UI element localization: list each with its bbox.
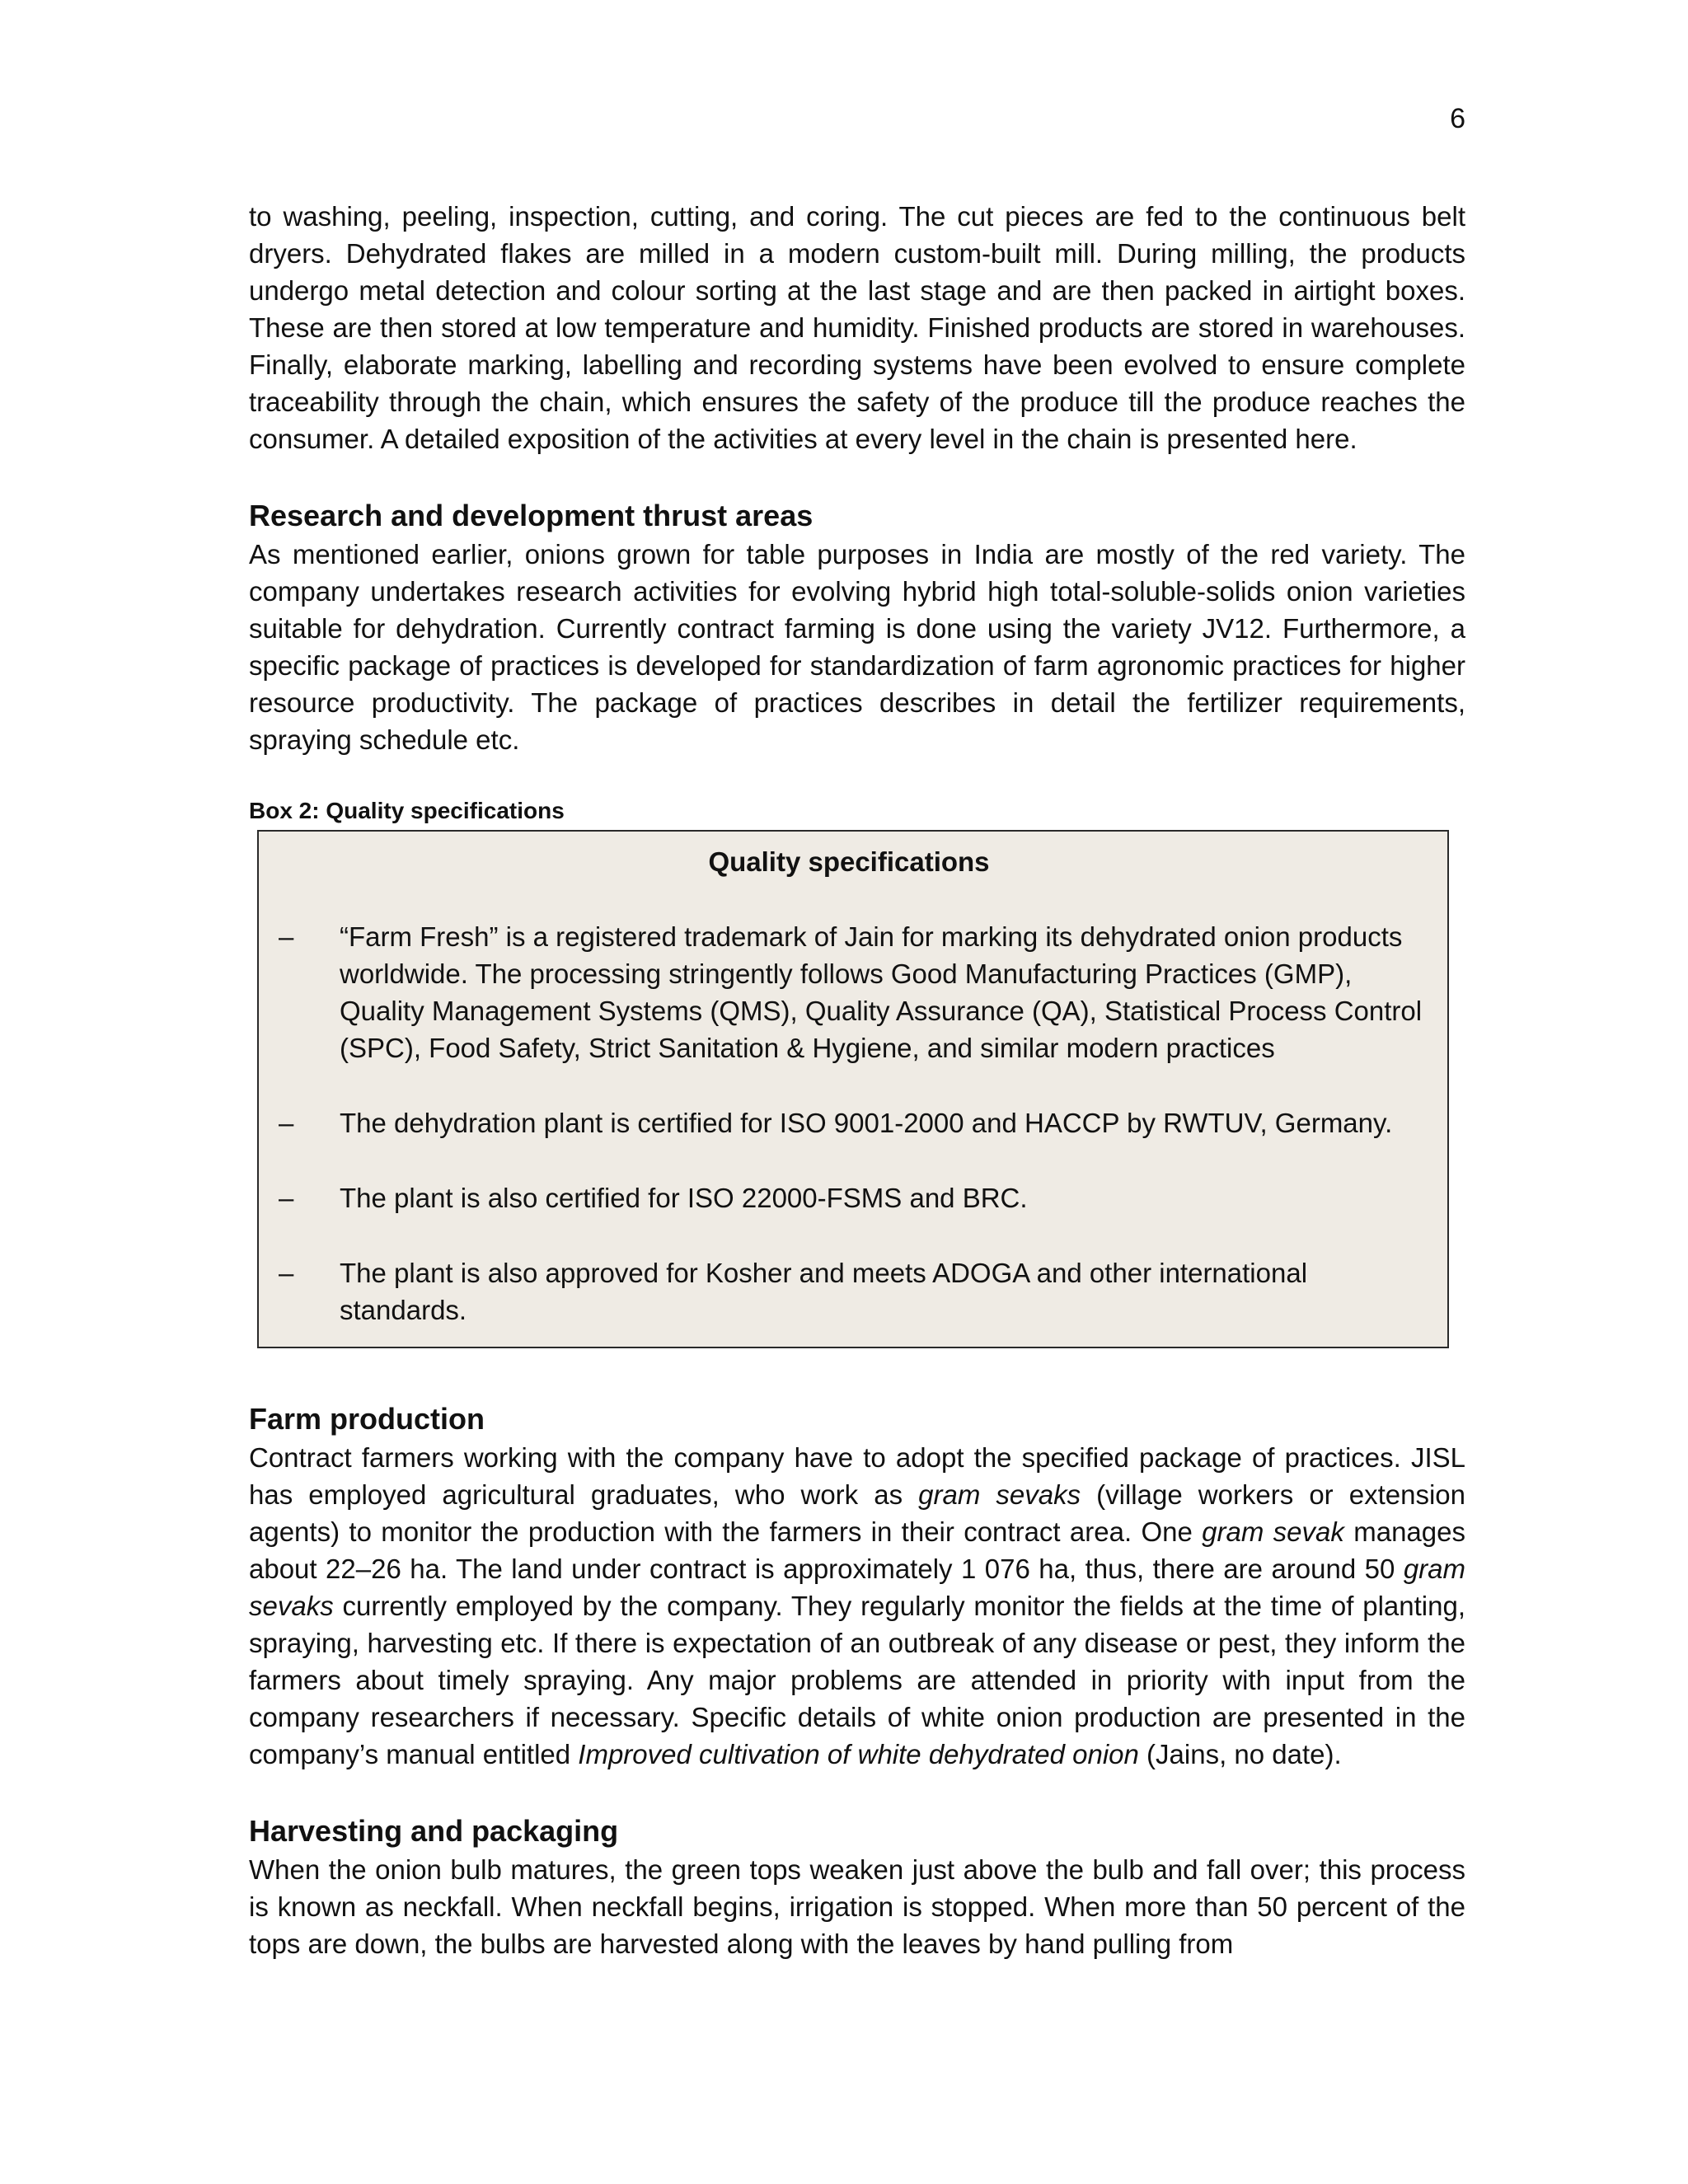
list-item — [275, 1104, 1423, 1141]
research-paragraph: As mentioned earlier, onions grown for table purposes in India are mostly of the red variety. The company undertakes research activities for evolving hybrid high total-soluble-solids onion varieties suitable for dehydration. Currently contract farming is done using the variety JV12. Furthermore, a specific package of practices is developed for standardization of farm agronomic practices for higher resource productivity. The package of practices describes in detail the fertilizer requirements, spraying schedule etc. — [249, 539, 1465, 755]
farm-text-part: currently employed by the company. They regularly monitor the fields at the time of planting, spraying, harvesting etc. If there is expectation of an outbreak of any disease or pest, they inform the farmers about timely spraying. Any major problems are attended in priority with input from the company researchers if necessary. Specific details of white onion production are presented in the company’s manual entitled — [249, 1591, 1465, 1769]
quality-item-text: The dehydration plant is certified for ISO 9001-2000 and HACCP by RWTUV, Germany. — [340, 1108, 1393, 1138]
farm-text-part: (village workers or extension agents) to monitor the production with the farmers in their contract area. One — [249, 1479, 1466, 1547]
dash-bullet: – — [279, 1183, 294, 1213]
dash-bullet: – — [279, 1108, 294, 1138]
farm-text-part: Contract farmers working with the company have to adopt the specified package of practices. JISL has employed agricultural graduates, who work as — [249, 1442, 1465, 1510]
farm-text-part: (Jains, no date). — [1138, 1739, 1342, 1769]
quality-item-text: The plant is also approved for Kosher and meets ADOGA and other international standards. — [340, 1258, 1308, 1325]
harvesting-section — [249, 1811, 1465, 1962]
list-item — [275, 918, 1423, 1066]
harvesting-heading: Harvesting and packaging — [249, 1814, 619, 1848]
quality-item-text: “Farm Fresh” is a registered trademark of Jain for marking its dehydrated onion products worldwide. The processing stringently follows Good Manufacturing Practices (GMP), Quality Management Systems (QMS), Quality Assurance (QA), Statistical Process Control (SPC), Food Safety, Strict Sanitation & Hygiene, and similar modern practices — [340, 921, 1423, 1063]
farm-production-paragraph — [249, 1439, 1465, 1773]
page-number: 6 — [1450, 103, 1465, 134]
box-caption: Box 2: Quality specifications — [249, 798, 565, 823]
manual-title: Improved cultivation of white dehydrated onion — [578, 1739, 1139, 1769]
document-body — [249, 198, 1465, 1962]
farm-text-part: manages about 22–26 ha. The land under contract is approximately 1 076 ha, thus, there are around 50 — [249, 1516, 1465, 1584]
dash-bullet: – — [279, 1258, 294, 1288]
quality-specifications-box — [257, 830, 1449, 1348]
quality-list — [275, 918, 1423, 1329]
dash-bullet: – — [279, 921, 294, 952]
farm-production-section — [249, 1399, 1465, 1773]
quality-item-text: The plant is also certified for ISO 22000-FSMS and BRC. — [340, 1183, 1028, 1213]
research-heading: Research and development thrust areas — [249, 499, 814, 532]
gram-sevaks-term: gram sevaks — [918, 1479, 1081, 1510]
harvesting-paragraph: When the onion bulb matures, the green tops weaken just above the bulb and fall over; this process is known as neckfall. When neckfall begins, irrigation is stopped. When more than 50 percent of the tops are down, the bulbs are harvested along with the leaves by hand pulling from — [249, 1854, 1465, 1959]
farm-production-heading: Farm production — [249, 1402, 485, 1436]
intro-paragraph: to washing, peeling, inspection, cutting, and coring. The cut pieces are fed to the continuous belt dryers. Dehydrated flakes are milled in a modern custom-built mill. During milling, the products undergo metal detection and colour sorting at the last stage and are then packed in airtight boxes. These are then stored at low temperature and humidity. Finished products are stored in warehouses. Finally, elaborate marking, labelling and recording systems have been evolved to ensure complete traceability through the chain, which ensures the safety of the produce till the produce reaches the consumer. A detailed exposition of the activities at every level in the chain is presented here. — [249, 201, 1465, 454]
gram-sevak-term: gram sevak — [1202, 1516, 1344, 1547]
research-section — [249, 496, 1465, 758]
gram-sevaks-term: gram sevaks — [249, 1554, 1465, 1621]
quality-box-title: Quality specifications — [708, 846, 990, 877]
list-item — [275, 1254, 1423, 1329]
list-item — [275, 1179, 1423, 1216]
